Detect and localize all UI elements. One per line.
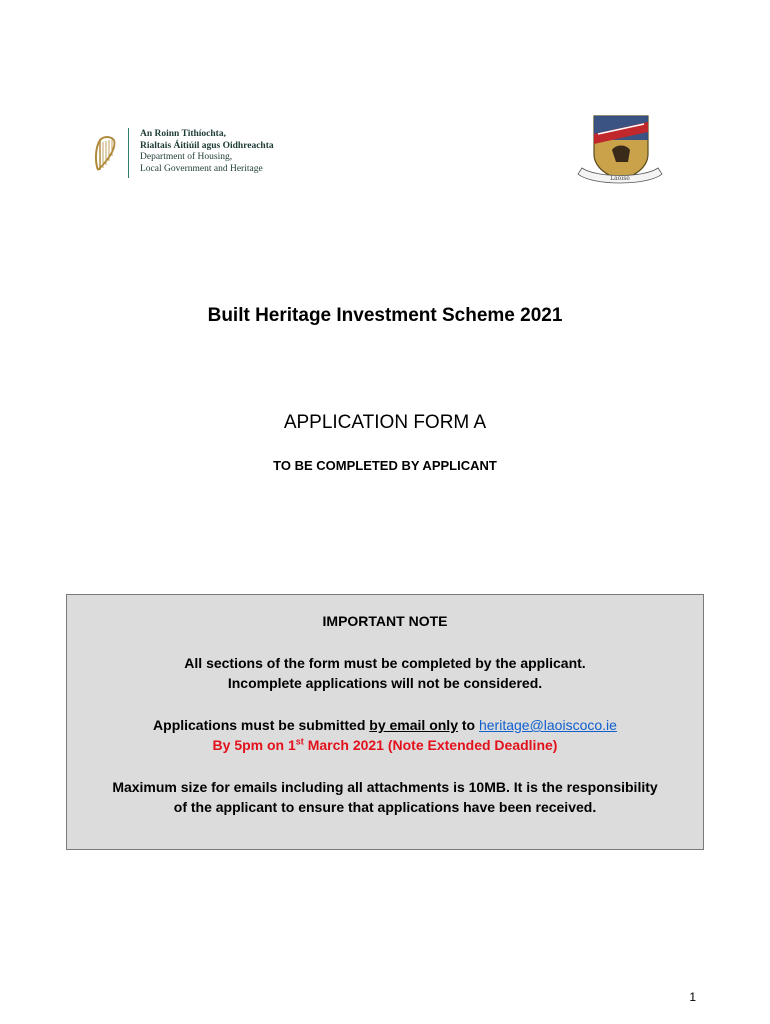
submission-to: to xyxy=(457,717,479,733)
crest-shield-icon xyxy=(594,116,648,180)
crest-motto: Laoise xyxy=(610,175,630,182)
email-link[interactable]: heritage@laoiscoco.ie xyxy=(478,717,617,733)
completion-line-1: All sections of the form must be completed by the applicant. xyxy=(184,655,586,671)
size-line-2: of the applicant to ensure that applications have been received. xyxy=(173,799,597,815)
completion-paragraph xyxy=(67,653,703,693)
deadline-part-a: By 5pm on 1 xyxy=(212,737,296,753)
department-name xyxy=(140,129,274,175)
submission-paragraph xyxy=(67,715,703,755)
form-title: APPLICATION FORM A xyxy=(283,412,487,433)
dept-line-irish-1: An Roinn Tithíochta, xyxy=(140,129,226,139)
scheme-title: Built Heritage Investment Scheme 2021 xyxy=(207,305,563,326)
page-number: 1 xyxy=(689,990,696,1004)
dept-line-english-2: Local Government and Heritage xyxy=(140,163,263,174)
deadline-ordinal: st xyxy=(295,736,304,747)
deadline-line xyxy=(67,735,703,755)
dept-line-english-1: Department of Housing, xyxy=(140,152,233,162)
note-heading: IMPORTANT NOTE xyxy=(322,613,448,629)
department-logo xyxy=(88,124,308,184)
logo-divider xyxy=(128,128,129,178)
dept-line-irish-2: Rialtais Áitiúil agus Oidhreachta xyxy=(140,140,274,151)
deadline-part-b: March 2021 (Note Extended Deadline) xyxy=(303,737,558,753)
size-paragraph xyxy=(67,777,703,817)
important-note-box xyxy=(66,594,704,850)
submission-method: by email only xyxy=(369,717,458,733)
county-council-crest xyxy=(572,110,668,190)
form-subtitle: TO BE COMPLETED BY APPLICANT xyxy=(273,458,497,473)
harp-icon xyxy=(92,134,118,174)
size-line-1: Maximum size for emails including all attachments is 10MB. It is the responsibility xyxy=(112,779,658,795)
submission-line xyxy=(67,715,703,735)
completion-line-2: Incomplete applications will not be considered. xyxy=(227,675,543,691)
submission-prefix: Applications must be submitted xyxy=(153,717,370,733)
